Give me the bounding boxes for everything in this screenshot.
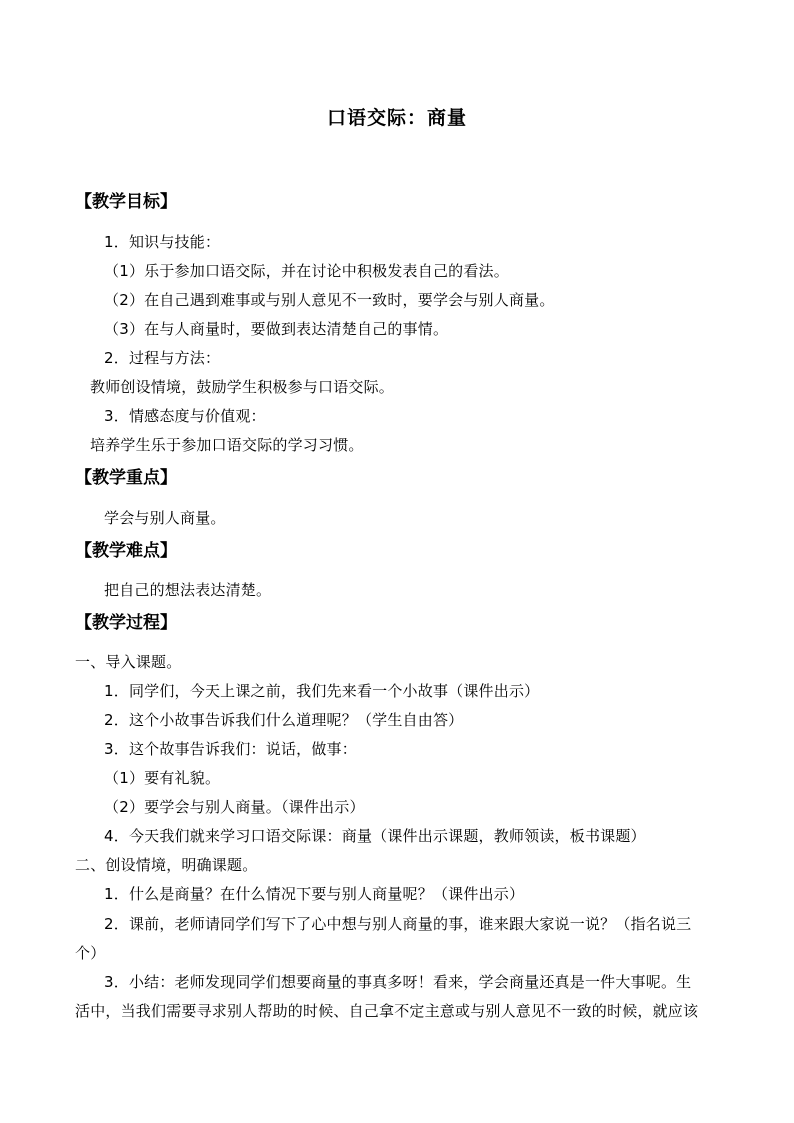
- objectives-line: 教师创设情境，鼓励学生积极参与口语交际。: [90, 378, 395, 396]
- process-line: 一、导入课题。: [75, 653, 182, 671]
- section-heading-difficulties: 【教学难点】: [75, 541, 177, 561]
- section-heading-objectives: 【教学目标】: [75, 192, 177, 212]
- objectives-line: 3．情感态度与价值观：: [104, 407, 266, 425]
- process-line: （2）要学会与别人商量。（课件出示）: [104, 798, 365, 816]
- difficulties-text: 把自己的想法表达清楚。: [104, 581, 272, 599]
- document-title: 口语交际：商量: [326, 107, 467, 129]
- process-line: 1．同学们，今天上课之前，我们先来看一个小故事（课件出示）: [104, 682, 540, 700]
- objectives-line: （3）在与人商量时，要做到表达清楚自己的事情。: [104, 320, 449, 338]
- section-heading-process: 【教学过程】: [75, 613, 177, 633]
- process-line: （1）要有礼貌。: [104, 769, 221, 787]
- process-line: 3．小结：老师发现同学们想要商量的事真多呀！看来，学会商量还真是一件大事呢。生: [104, 973, 692, 991]
- key-points-text: 学会与别人商量。: [104, 509, 226, 527]
- process-line: 2．课前，老师请同学们写下了心中想与别人商量的事，谁来跟大家说一说？（指名说三: [104, 915, 692, 933]
- process-line: 4．今天我们就来学习口语交际课：商量（课件出示课题，教师领读，板书课题）: [104, 827, 646, 845]
- process-line: 活中，当我们需要寻求别人帮助的时候、自己拿不定主意或与别人意见不一致的时候，就应该: [75, 1002, 699, 1020]
- objectives-line: 1．知识与技能：: [104, 233, 221, 251]
- section-heading-key-points: 【教学重点】: [75, 468, 177, 488]
- objectives-line: （1）乐于参加口语交际，并在讨论中积极发表自己的看法。: [104, 262, 509, 280]
- process-line: 2．这个小故事告诉我们什么道理呢？（学生自由答）: [104, 711, 464, 729]
- process-line: 个）: [75, 944, 106, 962]
- objectives-line: （2）在自己遇到难事或与别人意见不一致时，要学会与别人商量。: [104, 291, 555, 309]
- objectives-line: 培养学生乐于参加口语交际的学习习惯。: [90, 436, 364, 454]
- process-line: 二、创设情境，明确课题。: [75, 856, 258, 874]
- process-line: 3．这个故事告诉我们：说话，做事：: [104, 740, 357, 758]
- objectives-line: 2．过程与方法：: [104, 349, 221, 367]
- process-line: 1．什么是商量？在什么情况下要与别人商量呢？（课件出示）: [104, 885, 525, 903]
